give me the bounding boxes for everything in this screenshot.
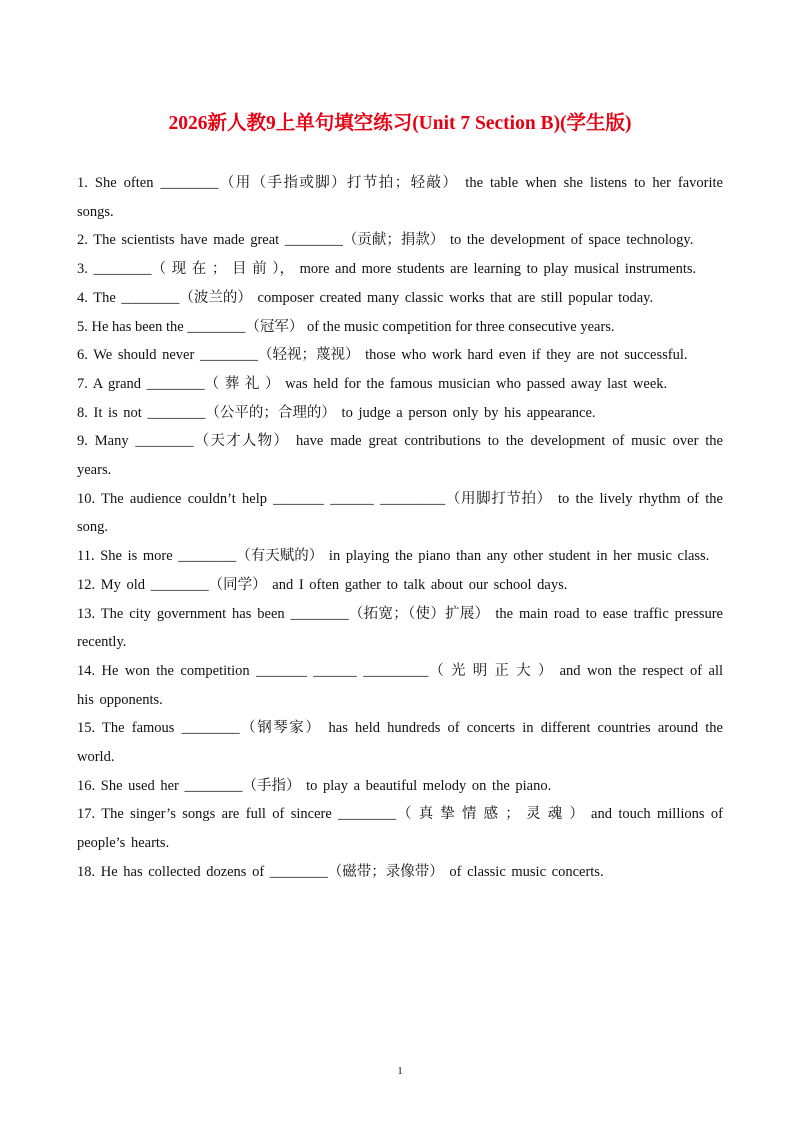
question-13: 13. The city government has been ________（拓宽；（使）扩展） the main road to ease traffic pressure recently. <box>77 605 723 651</box>
question-1: 1. She often ________（用（手指或脚）打节拍；轻敲） the table when she listens to her favorite songs. <box>77 175 723 220</box>
question-17: 17. The singer’s songs are full of sincere ________（ 真 挚 情 感 ； 灵 魂 ） and touch millions of people’s hearts. <box>77 806 723 852</box>
question-3: 3. ________（ 现 在 ； 目 前 ）， more and more students are learning to play musical instruments. <box>77 261 697 278</box>
question-list <box>77 169 723 887</box>
question-15: 15. The famous ________（钢琴家） has held hundreds of concerts in different countries around the world. <box>77 720 723 766</box>
question-7: 7. A grand ________（ 葬 礼 ） was held for the famous musician who passed away last week. <box>77 375 668 392</box>
question-11: 11. She is more ________（有天赋的） in playing the piano than any other student in her music class. <box>77 548 710 565</box>
question-5: 5. He has been the ________（冠军） of the music competition for three consecutive years. <box>77 318 615 335</box>
question-2: 2. The scientists have made great ________（贡献；捐款） to the development of space technology. <box>77 232 694 249</box>
question-10: 10. The audience couldn’t help _______ ______ _________（用脚打节拍） to the lively rhythm of the song. <box>77 490 723 536</box>
question-4: 4. The ________（波兰的） composer created many classic works that are still popular today. <box>77 289 654 306</box>
question-6: 6. We should never ________（轻视；蔑视） those who work hard even if they are not successful. <box>77 347 688 364</box>
question-9: 9. Many ________（天才人物） have made great contributions to the development of music over the years. <box>77 433 723 479</box>
document-title: 2026新人教9上单句填空练习(Unit 7 Section B)(学生版) <box>168 113 632 134</box>
question-12: 12. My old ________（同学） and I often gather to talk about our school days. <box>77 576 568 593</box>
question-14: 14. He won the competition _______ ______ _________（ 光 明 正 大 ） and won the respect of all his opponents. <box>77 662 723 708</box>
question-16: 16. She used her ________（手指） to play a beautiful melody on the piano. <box>77 777 552 794</box>
question-8: 8. It is not ________（公平的；合理的） to judge a person only by his appearance. <box>77 404 596 421</box>
page-number: 1 <box>397 1065 403 1077</box>
question-18: 18. He has collected dozens of ________（磁带；录像带） of classic music concerts. <box>77 863 604 880</box>
